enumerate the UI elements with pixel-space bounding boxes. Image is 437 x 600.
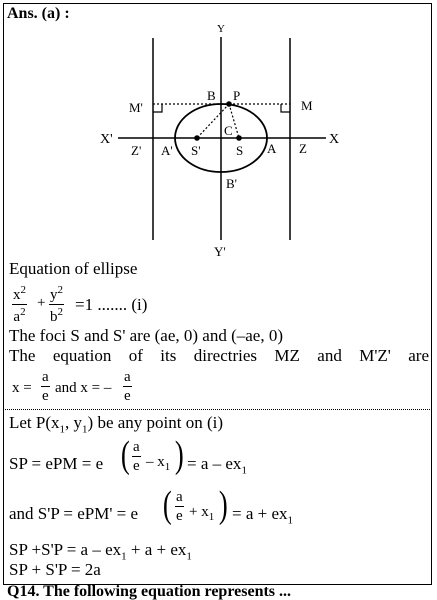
frac-y2-b2: $\frac{y^2}{b^2}$ [50,284,63,325]
frac-a-e-2: $\frac{a}{e}$ [124,369,131,404]
answer-heading: Ans. (a) : [7,5,70,22]
dir-and: and x = – [55,380,112,396]
sp-minus-x: – $x_1$ [146,454,171,473]
spp-frac: $\frac{a}{e}$ [176,489,183,524]
label-a-prime: A' [161,143,173,158]
label-y-prime: Y' [214,244,226,259]
sum-line: SP $+S'P = a - ex_1 + a + ex_1$ [9,540,192,563]
point-s [236,135,242,141]
label-c: C [224,123,233,138]
section-divider [3,409,432,410]
right-angle-left [153,104,162,112]
label-x: X [329,132,340,147]
label-z-prime: Z' [131,143,142,158]
label-y: Y [217,23,225,35]
label-s-prime: S' [191,143,201,158]
label-m-prime: M' [129,100,143,115]
sp-lhs: SP = ePM = e [9,454,104,473]
label-s: S [236,143,244,158]
frac-x2-a2: $\frac{x^2}{a^2}$ [13,284,26,325]
truncated-next-line: Q14. The following equation represents ... [7,583,292,600]
right-angle-right [281,104,290,112]
plus-sign: + [37,295,46,311]
label-x-prime: X' [100,132,113,147]
eq-title: Equation of ellipse [9,259,138,278]
sp-open-paren: ( [120,434,130,476]
dir-x1: x = [12,380,32,396]
directrix-line: The equation of its directries MZ and M'Z' are [9,346,429,365]
let-p-line: Let $P(x_1$, $y_1$) be any point on (i) [9,413,224,436]
label-z: Z [299,141,307,156]
eq-rhs: =1 ....... (i) [75,295,148,314]
point-p [226,101,232,107]
frac-a-e-1: $\frac{a}{e}$ [42,369,49,404]
label-b-prime: B' [226,176,238,191]
spp-close-paren: ) [218,484,228,526]
final-line: SP + S'P = 2a [9,560,101,579]
label-p: P [233,88,241,103]
label-a: A [267,141,277,156]
spp-lhs: and S'P = ePM' = e [9,504,139,523]
label-m: M [301,98,313,113]
label-b: B [207,88,216,103]
point-s-prime [194,135,200,141]
sp-close-paren: ) [174,434,184,476]
spp-open-paren: ( [162,484,172,526]
sp-rhs: = a – $ex_1$ [187,454,247,477]
foci-line: The foci S and S' are (ae, 0) and (–ae, 0) [9,326,284,345]
ellipse-diagram [0,0,437,265]
spp-plus-x: + $x_1$ [189,504,215,523]
spp-rhs: = $a + ex_1$ [232,504,294,527]
sp-frac: $\frac{a}{e}$ [133,439,140,474]
